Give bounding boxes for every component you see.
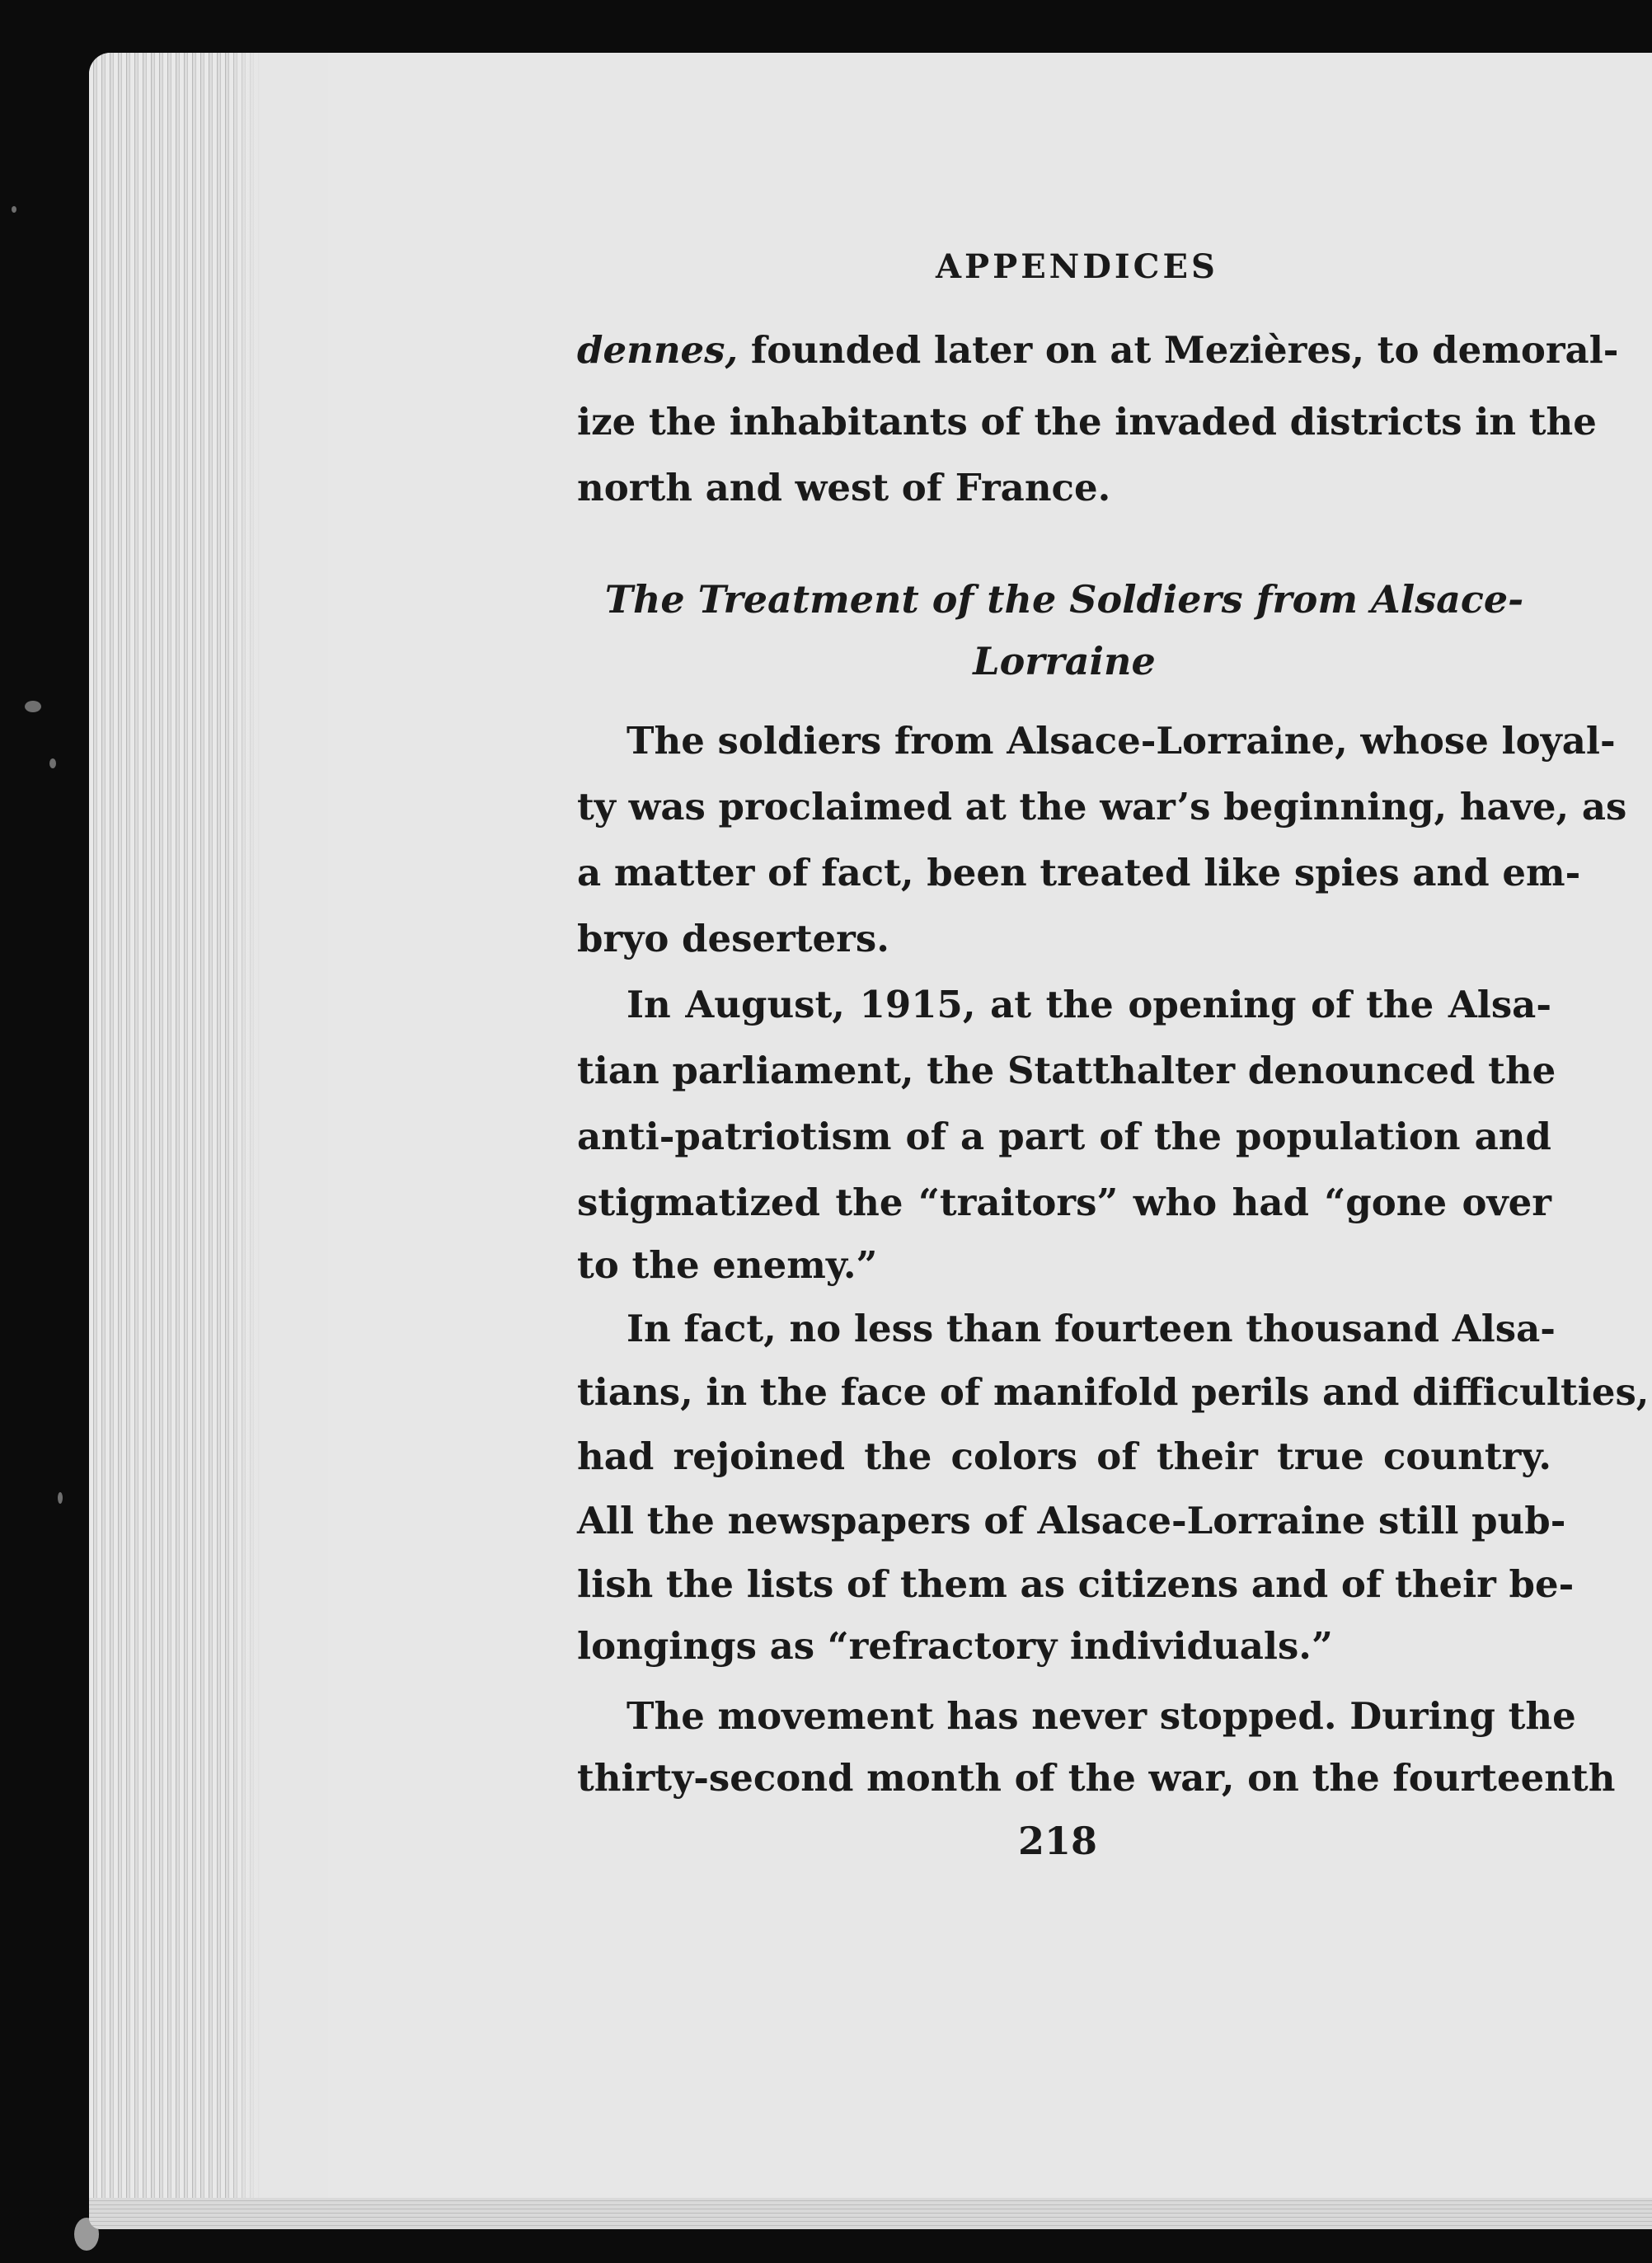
body-line: lish the lists of them as citizens and of their be-: [577, 1562, 1575, 1606]
background-speck: [49, 758, 56, 768]
body-line: north and west of France.: [577, 466, 1111, 509]
body-line: to the enemy.”: [577, 1243, 878, 1287]
background-speck: [25, 701, 41, 712]
page-bottom-edges: [89, 2198, 1652, 2229]
body-line: ty was proclaimed at the war’s beginning, have, as: [577, 785, 1627, 829]
page-number: 218: [1018, 1819, 1098, 1863]
section-heading: The Treatment of the Soldiers from Alsace-: [604, 577, 1524, 622]
italic-word: dennes,: [577, 328, 739, 372]
page-edges: [89, 53, 262, 2229]
body-line: The movement has never stopped. During the: [627, 1694, 1576, 1738]
body-line: had rejoined the colors of their true country.: [577, 1434, 1551, 1478]
running-head: APPENDICES: [936, 247, 1218, 286]
body-line: thirty-second month of the war, on the fourteenth: [577, 1756, 1616, 1800]
body-line: bryo deserters.: [577, 917, 889, 960]
body-line: longings as “refractory individuals.”: [577, 1624, 1333, 1668]
body-line: dennes, founded later on at Mezières, to demoral-: [577, 328, 1619, 372]
background-speck: [12, 206, 16, 213]
body-line: The soldiers from Alsace-Lorraine, whose loyal-: [627, 719, 1616, 763]
section-heading: Lorraine: [973, 639, 1156, 683]
body-line: tian parliament, the Statthalter denounced the: [577, 1049, 1556, 1092]
body-line: anti-patriotism of a part of the population and: [577, 1115, 1551, 1158]
body-line: ize the inhabitants of the invaded districts in the: [577, 400, 1597, 444]
body-line: In fact, no less than fourteen thousand Alsa-: [627, 1307, 1556, 1350]
body-line: a matter of fact, been treated like spies and em-: [577, 851, 1581, 894]
body-line: tians, in the face of manifold perils and difficulties,: [577, 1370, 1650, 1414]
body-line: stigmatized the “traitors” who had “gone over: [577, 1181, 1551, 1224]
body-line: All the newspapers of Alsace-Lorraine still pub-: [577, 1499, 1566, 1542]
background-speck: [58, 1492, 63, 1504]
body-line: In August, 1915, at the opening of the Alsa-: [627, 983, 1551, 1026]
